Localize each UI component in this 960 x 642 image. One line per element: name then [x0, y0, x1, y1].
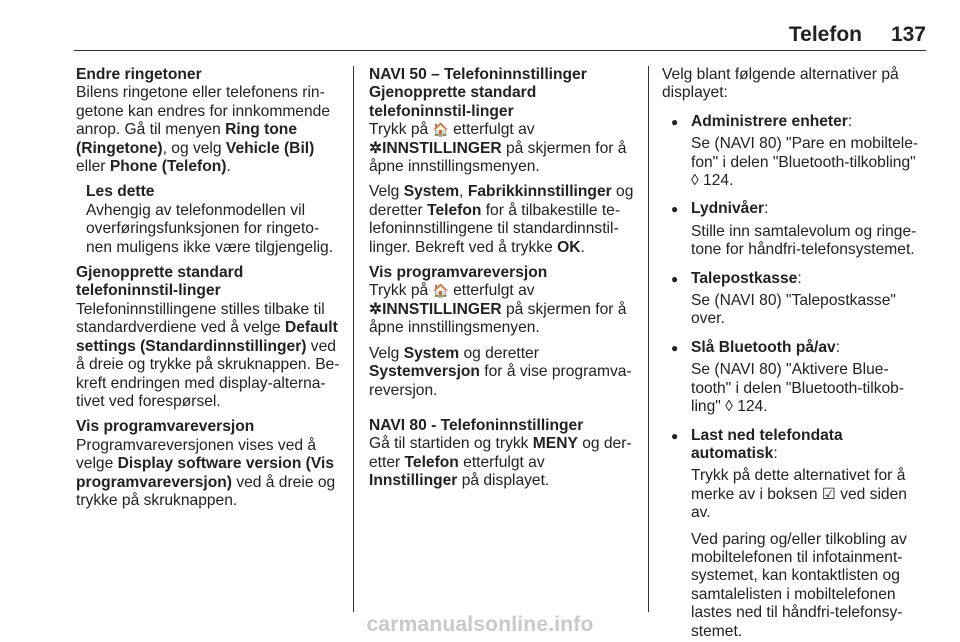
page-number: 137	[890, 23, 926, 46]
column-3	[662, 66, 926, 641]
menu-meny: MENY	[532, 435, 578, 453]
heading-navi50-settings: NAVI 50 – Telefoninnstillinger	[369, 66, 587, 83]
text: .	[580, 238, 585, 256]
page-ref: 124.	[698, 172, 734, 190]
note-title: Les dette	[86, 183, 155, 201]
text: Se (NAVI 80) "Aktivere Blue-tooth" i delen "Bluetooth-tilkob-ling"	[691, 361, 905, 416]
bullet-bluetooth-toggle	[662, 339, 926, 357]
text: :	[773, 444, 778, 462]
page-title: Telefon	[788, 23, 862, 46]
heading-software-version: Vis programvareversjon	[76, 418, 255, 436]
bullet-sound-levels	[662, 200, 926, 218]
paragraph-software-version	[76, 437, 340, 511]
menu-settings: Innstillinger	[369, 472, 458, 490]
menu-ring-tone: Ring tone (Ringetone)	[76, 121, 297, 157]
bullet-voicemail	[662, 270, 926, 288]
text: etterfulgt av	[458, 453, 545, 471]
paragraph-restore-defaults	[76, 301, 340, 411]
text: Velg	[369, 183, 404, 201]
bullet-text	[691, 135, 926, 190]
heading-navi80-settings: NAVI 80 - Telefoninnstillinger	[369, 416, 584, 434]
option-phone: Phone (Telefon)	[109, 158, 227, 176]
page-ref: 124.	[732, 398, 768, 416]
option-vehicle: Vehicle (Bil)	[225, 139, 315, 157]
heading-ringtones: Endre ringetoner	[76, 66, 202, 83]
bullet-label: Last ned telefondata automatisk	[691, 426, 843, 462]
text: ved siden av.	[691, 485, 907, 522]
option-default-settings: Default settings (Standardinnstillinger)	[76, 319, 338, 355]
page-header	[74, 23, 926, 50]
column-2	[369, 66, 635, 498]
text: :	[847, 112, 853, 130]
option-display-software-version: Display software version (Vis programvareversjon)	[76, 455, 335, 491]
text: Programvareversjonen vises ved å velge	[76, 436, 317, 473]
text: Trykk på dette alternativet for å merke av i boksen	[691, 467, 906, 503]
gear-icon: ✲	[369, 300, 383, 318]
menu-system: System	[403, 183, 460, 201]
menu-settings: INNSTILLINGER	[382, 139, 502, 157]
header-rule	[74, 50, 926, 51]
text: :	[797, 269, 802, 287]
paragraph-ringtones	[76, 84, 340, 176]
menu-system: System	[403, 344, 460, 362]
heading-navi50-software: Vis programvareversjon	[369, 264, 548, 282]
heading-navi50-restore: Gjenopprette standard telefoninnstil-linger	[369, 84, 537, 120]
bullet-auto-download	[662, 427, 926, 464]
menu-system-version: Systemversjon	[369, 363, 480, 381]
button-ok: OK	[557, 238, 581, 256]
text: på skjermen for å åpne innstillingsmenyen.	[369, 300, 627, 337]
menu-phone: Telefon	[427, 201, 482, 219]
paragraph-navi50-open-settings	[369, 121, 635, 176]
text: , og velg	[162, 139, 226, 157]
note-body: Avhengig av telefonmodellen vil overføringsfunksjonen for ringeto-nen muligens ikke være tilgjengelig.	[86, 201, 334, 256]
checkbox-icon: ☑	[821, 485, 836, 503]
paragraph-navi50-software-select	[369, 345, 635, 400]
text: på skjermen for å åpne innstillingsmenyen.	[369, 139, 627, 176]
text: Gå til startiden og trykk	[369, 435, 533, 453]
bullet-label: Administrere enheter	[691, 112, 848, 130]
column-divider-1	[353, 66, 354, 612]
heading-restore-defaults: Gjenopprette standard telefoninnstil-linger	[76, 264, 244, 300]
text: :	[764, 200, 769, 218]
bullet-text: Ved paring og/eller tilkobling av mobiltelefonen til infotainment-systemet, kan kontaktlisten og samtalelisten i mobiltelefonen lastes ned til håndfri-telefonsy-stemet.	[691, 530, 907, 640]
text: etterfulgt av	[448, 282, 535, 300]
paragraph-navi50-restore	[369, 183, 635, 257]
text: ,	[459, 183, 468, 201]
watermark: carmanualsonline.info	[366, 613, 594, 636]
text: Se (NAVI 80) "Pare en mobiltele-fon" i delen "Bluetooth-tilkobling"	[691, 135, 919, 171]
paragraph-navi50-software-open	[369, 282, 635, 337]
bullet-text: Stille inn samtalevolum og ringe-tone for håndfri-telefonsystemet.	[691, 222, 917, 259]
intro-text: Velg blant følgende alternativer på displayet:	[662, 66, 899, 102]
home-icon: 🏠	[432, 283, 449, 299]
bullet-label: Talepostkasse	[691, 269, 798, 287]
column-divider-2	[648, 66, 649, 612]
text: for å vise programva-reversjon.	[369, 363, 632, 399]
bullet-text: Se (NAVI 80) "Talepostkasse" over.	[691, 292, 896, 328]
bullet-text	[691, 361, 926, 416]
text: ved å dreie og trykke på skruknappen.	[76, 473, 336, 509]
menu-factory-settings: Fabrikkinnstillinger	[467, 183, 612, 201]
bullet-label: Slå Bluetooth på/av	[691, 338, 836, 356]
text: ved å dreie og trykke på skruknappen. Be-kreft endringen med display-alterna-tivet ved forespørsel.	[76, 337, 340, 410]
text: .	[226, 158, 231, 176]
bullet-text	[691, 467, 926, 522]
text: på displayet.	[457, 472, 550, 490]
menu-phone: Telefon	[404, 453, 459, 471]
home-icon: 🏠	[432, 122, 449, 138]
text: og deretter	[369, 183, 634, 219]
text: Velg	[369, 344, 404, 362]
text: Bilens ringetone eller telefonens rin-getone kan endres for innkommende anrop. Gå til menyen	[76, 84, 330, 139]
note-box	[86, 183, 340, 257]
text: Trykk på	[369, 282, 433, 300]
bullet-manage-devices	[662, 113, 926, 131]
bullet-label: Lydnivåer	[691, 200, 765, 218]
text: og deretter	[459, 344, 539, 362]
column-1	[76, 66, 340, 517]
text: Telefoninnstillingene stilles tilbake til standardverdiene ved å velge	[76, 300, 325, 337]
menu-settings: INNSTILLINGER	[382, 300, 502, 318]
reference-icon: ◊	[691, 172, 699, 190]
text: eller	[76, 158, 110, 176]
reference-icon: ◊	[725, 398, 733, 416]
spacer	[369, 407, 635, 417]
text: etterfulgt av	[448, 121, 535, 139]
text: og der-etter	[369, 435, 632, 471]
text: for å tilbakestille te-lefoninnstillingene til standardinnstil-linger. Bekreft ved å trykke	[369, 201, 621, 256]
paragraph-navi80	[369, 435, 635, 490]
text: :	[835, 338, 841, 356]
text: Trykk på	[369, 121, 433, 139]
gear-icon: ✲	[369, 139, 383, 157]
